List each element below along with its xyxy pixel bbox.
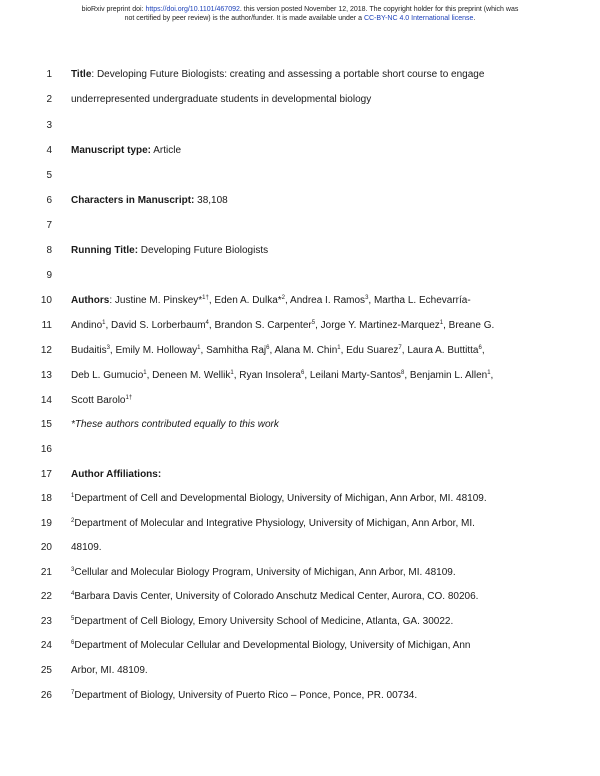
author-name: , Edu Suarez	[340, 345, 399, 356]
author-name: , Deneen M. Wellik	[146, 370, 231, 381]
header-line-2	[0, 14, 600, 23]
manuscript-line	[0, 318, 600, 334]
authors-line	[71, 293, 471, 309]
line-number: 10	[40, 295, 52, 306]
manuscript-line	[0, 467, 600, 483]
author-name: , Alana M. Chin	[269, 345, 338, 356]
affiliation-item	[71, 688, 417, 704]
affiliation-text: Department of Cell Biology, Emory University School of Medicine, Atlanta, GA. 30022.	[74, 616, 454, 627]
manuscript-line	[0, 638, 600, 654]
author-name: Deb L. Gumucio	[71, 370, 144, 381]
line-number: 19	[40, 518, 52, 529]
line-number: 2	[46, 94, 52, 105]
manuscript-line	[0, 268, 600, 284]
title-line	[71, 67, 484, 83]
affiliation-text-cont: Arbor, MI. 48109.	[71, 665, 148, 676]
running-title-label: Running Title:	[71, 245, 139, 256]
line-number: 25	[40, 665, 52, 676]
author-name: , David S. Lorberbaum	[105, 320, 206, 331]
line-number: 20	[40, 542, 52, 553]
line-number: 12	[40, 345, 52, 356]
character-count-label: Characters in Manuscript:	[71, 195, 195, 206]
affiliation-mark: 2	[281, 295, 286, 301]
affiliation-item	[71, 638, 470, 654]
manuscript-line	[0, 393, 600, 409]
header-text: not certified by peer review) is the author/funder. It is made available under a	[124, 15, 364, 22]
affiliation-mark: 5	[311, 320, 316, 326]
affiliation-mark: 1†	[202, 295, 209, 301]
manuscript-type-label: Manuscript type:	[71, 145, 152, 156]
authors-line	[71, 343, 485, 359]
authors-line	[71, 393, 132, 409]
manuscript-type	[71, 143, 181, 159]
affiliation-mark: 5	[71, 616, 75, 622]
author-name: , Brandon S. Carpenter	[208, 320, 312, 331]
manuscript-line	[0, 417, 600, 433]
affiliation-item	[71, 516, 475, 532]
header-text: . this version posted November 12, 2018. The copyright holder for this preprint (which was	[239, 6, 519, 13]
author-name: , Ryan Insolera	[233, 370, 301, 381]
line-number: 16	[40, 444, 52, 455]
affiliation-mark: 1	[337, 345, 341, 351]
affiliation-mark: 1†	[125, 395, 133, 401]
affiliation-item	[71, 491, 487, 507]
equal-contribution-note	[71, 417, 279, 433]
title-text-cont: underrepresented undergraduate students in developmental biology	[71, 94, 372, 105]
running-title-value: Developing Future Biologists	[138, 245, 269, 256]
affiliation-text: Department of Molecular Cellular and Developmental Biology, University of Michigan, Ann	[74, 640, 471, 651]
preprint-header	[0, 5, 600, 23]
affiliation-mark: 2	[71, 518, 75, 524]
author-name: , Laura A. Buttitta	[401, 345, 479, 356]
line-number: 21	[40, 567, 52, 578]
line-number: 8	[46, 245, 52, 256]
line-number: 22	[40, 591, 52, 602]
affiliation-mark: 6	[300, 370, 305, 376]
running-title	[71, 243, 268, 259]
author-name: , Benjamin L. Allen	[404, 370, 488, 381]
affiliation-mark: 1	[439, 320, 444, 326]
line-number: 7	[46, 220, 52, 231]
license-link[interactable]: CC-BY-NC 4.0 International license	[363, 15, 474, 22]
manuscript-line	[0, 92, 600, 108]
author-name: Scott Barolo	[71, 395, 126, 406]
line-number: 11	[41, 320, 52, 331]
manuscript-line	[0, 491, 600, 507]
manuscript-line	[0, 663, 600, 679]
affiliation-mark: 1	[143, 370, 147, 376]
manuscript-line	[0, 540, 600, 556]
authors-line	[71, 368, 493, 384]
doi-link[interactable]: https://doi.org/10.1101/467092	[145, 6, 240, 13]
manuscript-line	[0, 243, 600, 259]
affiliation-mark: 1	[71, 493, 75, 499]
affiliation-text: Barbara Davis Center, University of Colorado Anschutz Medical Center, Aurora, CO. 80206.	[74, 591, 479, 602]
line-number: 17	[40, 469, 52, 480]
affiliation-mark: 7	[398, 345, 402, 351]
line-number: 4	[46, 145, 52, 156]
manuscript-line	[0, 368, 600, 384]
affiliation-mark: 4	[71, 591, 75, 597]
author-name: , Andrea I. Ramos	[285, 295, 366, 306]
title-text: : Developing Future Biologists: creating and assessing a portable short course to engage	[91, 69, 485, 80]
line-number: 18	[40, 493, 52, 504]
affiliations-label: Author Affiliations:	[71, 469, 162, 480]
affiliation-mark: 3	[71, 567, 75, 573]
title-label: Title	[71, 69, 92, 80]
author-separator: ,	[490, 370, 494, 381]
affiliation-item	[71, 565, 456, 581]
author-name: , Leilani Marty-Santos	[304, 370, 402, 381]
manuscript-line	[0, 516, 600, 532]
header-line-1	[0, 5, 600, 14]
header-text: .	[473, 15, 476, 22]
author-name: , Breane G.	[443, 320, 495, 331]
author-separator: ,	[481, 345, 485, 356]
affiliation-mark: 6	[71, 640, 75, 646]
line-number: 15	[40, 419, 52, 430]
manuscript-line	[0, 168, 600, 184]
line-number: 5	[46, 170, 52, 181]
manuscript-line	[0, 688, 600, 704]
manuscript-line	[0, 193, 600, 209]
line-number: 3	[46, 120, 52, 131]
author-name: Budaitis	[71, 345, 107, 356]
line-number: 13	[40, 370, 52, 381]
equal-contribution-text: *These authors contributed equally to this work	[71, 419, 279, 430]
affiliation-mark: 3	[106, 345, 110, 351]
manuscript-line	[0, 589, 600, 605]
author-name: : Justine M. Pinskey*	[109, 295, 203, 306]
author-name: Andino	[71, 320, 103, 331]
manuscript-type-value: Article	[151, 145, 182, 156]
affiliation-text: Department of Molecular and Integrative Physiology, University of Michigan, Ann Arbor, MI.	[74, 518, 475, 529]
affiliation-item	[71, 614, 453, 630]
line-number: 24	[40, 640, 52, 651]
affiliation-mark: 6	[478, 345, 482, 351]
author-name: , Emily M. Holloway	[109, 345, 198, 356]
manuscript-line	[0, 67, 600, 83]
authors-line	[71, 318, 494, 334]
author-name: , Samhitha Raj	[200, 345, 267, 356]
manuscript-line	[0, 293, 600, 309]
affiliation-mark: 3	[365, 295, 369, 301]
affiliation-mark: 1	[102, 320, 106, 326]
line-number: 6	[46, 195, 52, 206]
line-number: 1	[46, 69, 52, 80]
affiliation-text: Cellular and Molecular Biology Program, University of Michigan, Ann Arbor, MI. 48109.	[74, 567, 456, 578]
manuscript-line	[0, 343, 600, 359]
line-number: 14	[40, 395, 52, 406]
author-name: , Eden A. Dulka*	[208, 295, 282, 306]
manuscript-line	[0, 218, 600, 234]
manuscript-line	[0, 565, 600, 581]
manuscript-line	[0, 442, 600, 458]
line-number: 26	[40, 690, 52, 701]
character-count-value: 38,108	[194, 195, 228, 206]
affiliation-text-cont: 48109.	[71, 542, 102, 553]
authors-label: Authors	[71, 295, 110, 306]
affiliation-mark: 1	[230, 370, 234, 376]
affiliation-mark: 1	[487, 370, 491, 376]
affiliation-item	[71, 589, 478, 605]
affiliation-text: Department of Cell and Developmental Biology, University of Michigan, Ann Arbor, MI. 48109.	[74, 493, 487, 504]
line-number: 9	[46, 270, 52, 281]
manuscript-line	[0, 118, 600, 134]
manuscript-line	[0, 143, 600, 159]
affiliation-mark: 4	[205, 320, 209, 326]
affiliation-mark: 1	[197, 345, 201, 351]
line-number: 23	[40, 616, 52, 627]
affiliation-mark: 8	[401, 370, 405, 376]
affiliation-text: Department of Biology, University of Puerto Rico – Ponce, Ponce, PR. 00734.	[74, 690, 418, 701]
affiliation-mark: 6	[266, 345, 270, 351]
affiliations-heading	[71, 467, 161, 483]
character-count	[71, 193, 228, 209]
author-name: , Martha L. Echevarría-	[368, 295, 471, 306]
author-name: , Jorge Y. Martinez-Marquez	[315, 320, 440, 331]
affiliation-mark: 7	[71, 690, 75, 696]
header-text: bioRxiv preprint doi:	[81, 6, 146, 13]
manuscript-line	[0, 614, 600, 630]
